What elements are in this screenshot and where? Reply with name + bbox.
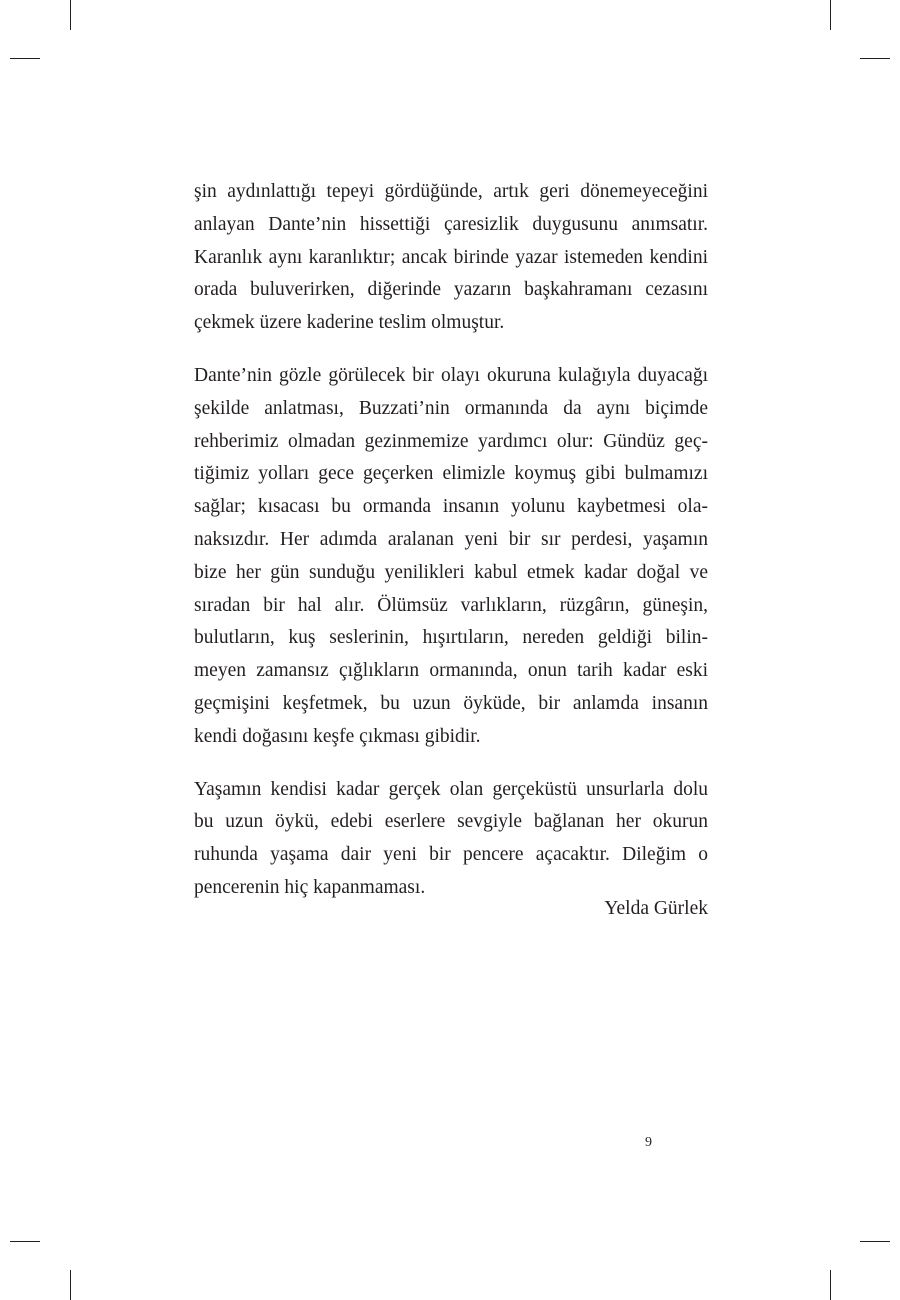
text-line: geçmişini keşfetmek, bu uzun öyküde, bir anlamda insanın (194, 692, 708, 714)
text-line: kendi doğasını keşfe çıkması gibidir. (194, 725, 481, 747)
text-line: tiğimiz yolları gece geçerken elimizle koymuş gibi bulmamızı (194, 463, 708, 485)
text-line: pencerenin hiç kapanmaması. (194, 876, 426, 898)
text-line: çekmek üzere kaderine teslim olmuştur. (194, 312, 505, 334)
text-line: anlayan Dante’nin hissettiği çaresizlik duygusunu anımsatır. (194, 213, 708, 235)
text-line: bulutların, kuş seslerinin, hışırtıların, nereden geldiği bilin- (194, 627, 708, 649)
text-line: orada buluverirken, diğerinde yazarın başkahramanı cezasını (194, 279, 708, 301)
paragraph-3 (194, 774, 708, 905)
body-text (194, 176, 708, 925)
paragraph-1 (194, 176, 708, 340)
text-line: şekilde anlatması, Buzzati’nin ormanında da aynı biçimde (194, 397, 708, 419)
text-line: sağlar; kısacası bu ormanda insanın yolunu kaybetmesi ola- (194, 496, 708, 518)
crop-mark-bottom-right (830, 1270, 831, 1300)
text-line: meyen zamansız çığlıkların ormanında, onun tarih kadar eski (194, 660, 708, 682)
text-line: sıradan bir hal alır. Ölümsüz varlıkların, rüzgârın, güneşin, (194, 594, 708, 616)
crop-mark-top-right (830, 0, 831, 30)
text-line: Yaşamın kendisi kadar gerçek olan gerçeküstü unsurlarla dolu (194, 778, 708, 800)
crop-mark-top-left (70, 0, 71, 30)
text-line: rehberimiz olmadan gezinmemize yardımcı olur: Gündüz geç- (194, 430, 708, 452)
text-line: ruhunda yaşama dair yeni bir pencere açacaktır. Dileğim o (194, 844, 708, 866)
text-line: Karanlık aynı karanlıktır; ancak birinde yazar istemeden kendini (194, 246, 708, 268)
page-number: 9 (645, 1135, 652, 1150)
author-signature: Yelda Gürlek (604, 898, 708, 919)
crop-mark-bottom-left (70, 1270, 71, 1300)
crop-mark-left-top (10, 58, 40, 59)
crop-mark-left-bottom (10, 1241, 40, 1242)
text-line: naksızdır. Her adımda aralanan yeni bir sır perdesi, yaşamın (194, 528, 708, 550)
text-line: şin aydınlattığı tepeyi gördüğünde, artık geri dönemeyeceğini (194, 181, 708, 202)
paragraph-2 (194, 360, 708, 754)
crop-mark-right-bottom (860, 1241, 890, 1242)
text-line: bu uzun öykü, edebi eserlere sevgiyle bağlanan her okurun (194, 811, 708, 833)
text-line: bize her gün sunduğu yenilikleri kabul etmek kadar doğal ve (194, 561, 708, 583)
crop-mark-right-top (860, 58, 890, 59)
text-line: Dante’nin gözle görülecek bir olayı okuruna kulağıyla duyacağı (194, 364, 708, 386)
